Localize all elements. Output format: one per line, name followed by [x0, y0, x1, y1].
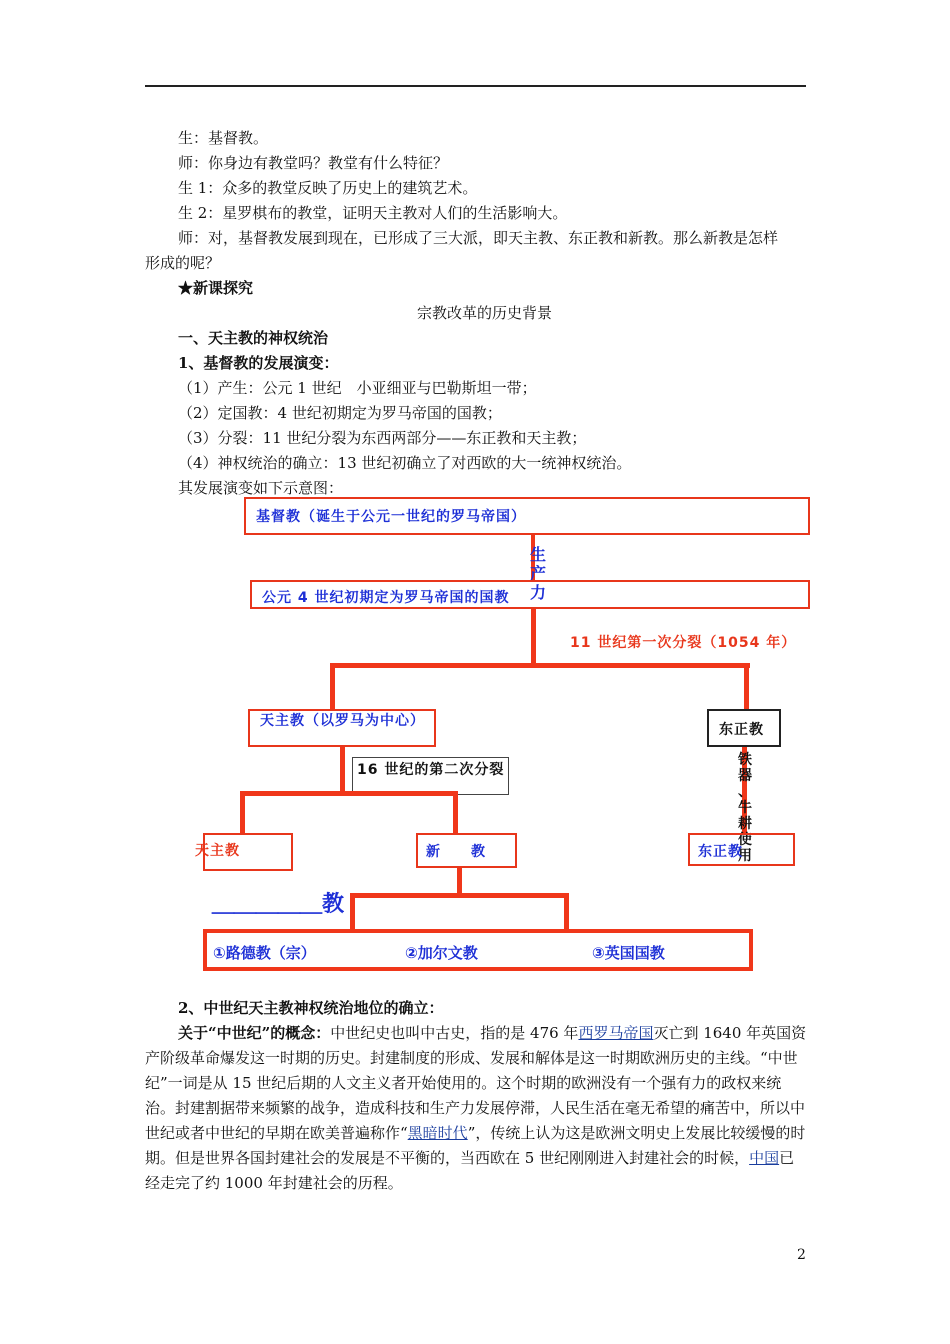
heading-3: 2、中世纪天主教神权统治地位的确立： — [178, 999, 444, 1017]
page-number: 2 — [797, 1247, 806, 1263]
dialogue-line: 师：你身边有教堂吗？教堂有什么特征？ — [178, 154, 449, 172]
connector — [453, 791, 458, 833]
connector — [457, 868, 462, 896]
vertical-char: 器 — [738, 768, 752, 784]
connector — [744, 663, 749, 709]
paragraph-text: ”，传统上认为这是欧洲文明史上发展比较缓慢的时期。但是世界各国封建社会的发展是不平衡的，当西欧在 5 世纪刚刚进入封建社会的时候， — [145, 1124, 806, 1167]
dialogue-line: 形成的呢？ — [145, 254, 221, 272]
connector — [240, 791, 245, 833]
box-protestant-label: 新 教 — [426, 844, 486, 860]
box-orthodox-2-label: 东正教 — [698, 844, 743, 860]
center-title: 宗教改革的历史背景 — [417, 304, 553, 322]
vertical-char: 使 — [738, 832, 752, 848]
list-item: （4）神权统治的确立：13 世纪初确立了对西欧的大一统神权统治。 — [178, 454, 632, 472]
box-state-religion — [250, 580, 810, 609]
vertical-char: 耕 — [738, 816, 752, 832]
vertical-char: 、 — [738, 784, 752, 800]
vertical-char: 铁 — [738, 752, 752, 768]
header-rule — [145, 85, 806, 87]
paragraph-lead: 关于“中世纪”的概念： — [178, 1024, 331, 1042]
link-western-roman-empire[interactable]: 西罗马帝国 — [578, 1024, 654, 1042]
first-schism-label: 11 世纪第一次分裂（1054 年） — [570, 635, 797, 651]
middle-ages-paragraph — [145, 1021, 807, 1196]
link-dark-ages[interactable]: 黑暗时代 — [407, 1124, 468, 1142]
box-catholic-rome — [248, 709, 436, 747]
dialogue-line: 生 1：众多的教堂反映了历史上的建筑艺术。 — [178, 179, 478, 197]
box-orthodox-2 — [688, 833, 795, 866]
list-item: （3）分裂：11 世纪分裂为东西两部分——东正教和天主教； — [178, 429, 587, 447]
box-catholic-label: 天主教 — [195, 843, 240, 859]
fill-blank-religion: ＿＿＿＿＿教 — [212, 892, 345, 917]
dialogue-line: 生 2：星罗棋布的教堂，证明天主教对人们的生活影响大。 — [178, 204, 568, 222]
diagram-intro: 其发展演变如下示意图： — [178, 479, 344, 497]
branch-lutheran: ①路德教（宗） — [213, 944, 316, 962]
heading-1: 一、天主教的神权统治 — [178, 329, 329, 347]
branch-calvinist: ②加尔文教 — [405, 944, 478, 962]
vertical-char: 牛 — [738, 800, 752, 816]
connector — [330, 663, 750, 668]
connector — [564, 893, 569, 929]
box-second-schism — [352, 757, 509, 795]
connector — [240, 791, 457, 796]
dialogue-line: 师：对，基督教发展到现在，已形成了三大派，即天主教、东正教和新教。那么新教是怎样 — [178, 229, 779, 247]
box-christianity — [244, 497, 810, 535]
heading-2: 1、基督教的发展演变： — [178, 354, 339, 372]
box-orthodox — [707, 709, 781, 747]
connector — [531, 609, 536, 667]
link-china[interactable]: 中国 — [749, 1149, 780, 1167]
second-schism-label: 16 世纪的第二次分裂 — [357, 762, 505, 778]
vertical-char: 生 — [529, 545, 546, 564]
list-item: （1）产生：公元 1 世纪 小亚细亚与巴勒斯坦一带； — [178, 379, 537, 397]
box-protestant-branches — [203, 929, 753, 971]
paragraph-text: 灭亡到 1640 年英国资产阶级革命爆发这一时期的历史。封建制度的形成、发展和解体是这一时期欧洲历史的主线。“中世纪”一词是从 15 世纪后期的人文主义者开始使用的。这个时期的欧洲没有一个强有力的政权来统治。封建割据带来频繁的战争，造成科技和生产力发展停滞，人民生活在毫无希望的痛苦中，所以中世纪或者中世纪的早期在欧美普遍称作“ — [145, 1024, 807, 1142]
dialogue-line: 生：基督教。 — [178, 129, 269, 147]
connector — [330, 663, 335, 709]
box-state-religion-label: 公元 4 世纪初期定为罗马帝国的国教 — [262, 590, 510, 606]
connector — [350, 893, 355, 929]
box-protestant — [416, 833, 517, 868]
list-item: （2）定国教：4 世纪初期定为罗马帝国的国教； — [178, 404, 502, 422]
vertical-char: 产 — [529, 564, 546, 583]
connector — [340, 747, 345, 791]
box-orthodox-label: 东正教 — [719, 722, 764, 738]
connector — [350, 893, 569, 898]
box-christianity-label: 基督教（诞生于公元一世纪的罗马帝国） — [256, 509, 526, 525]
paragraph-text: 已经走完了约 1000 年封建社会的历程。 — [145, 1149, 795, 1192]
box-catholic-rome-label: 天主教（以罗马为中心） — [260, 713, 425, 729]
branch-anglican: ③英国国教 — [592, 944, 665, 962]
vertical-char: 力 — [529, 583, 546, 602]
paragraph-text: 中世纪史也叫中古史，指的是 476 年 — [330, 1024, 579, 1042]
section-heading: ★新课探究 — [178, 279, 254, 297]
vertical-char: 用 — [738, 848, 752, 864]
